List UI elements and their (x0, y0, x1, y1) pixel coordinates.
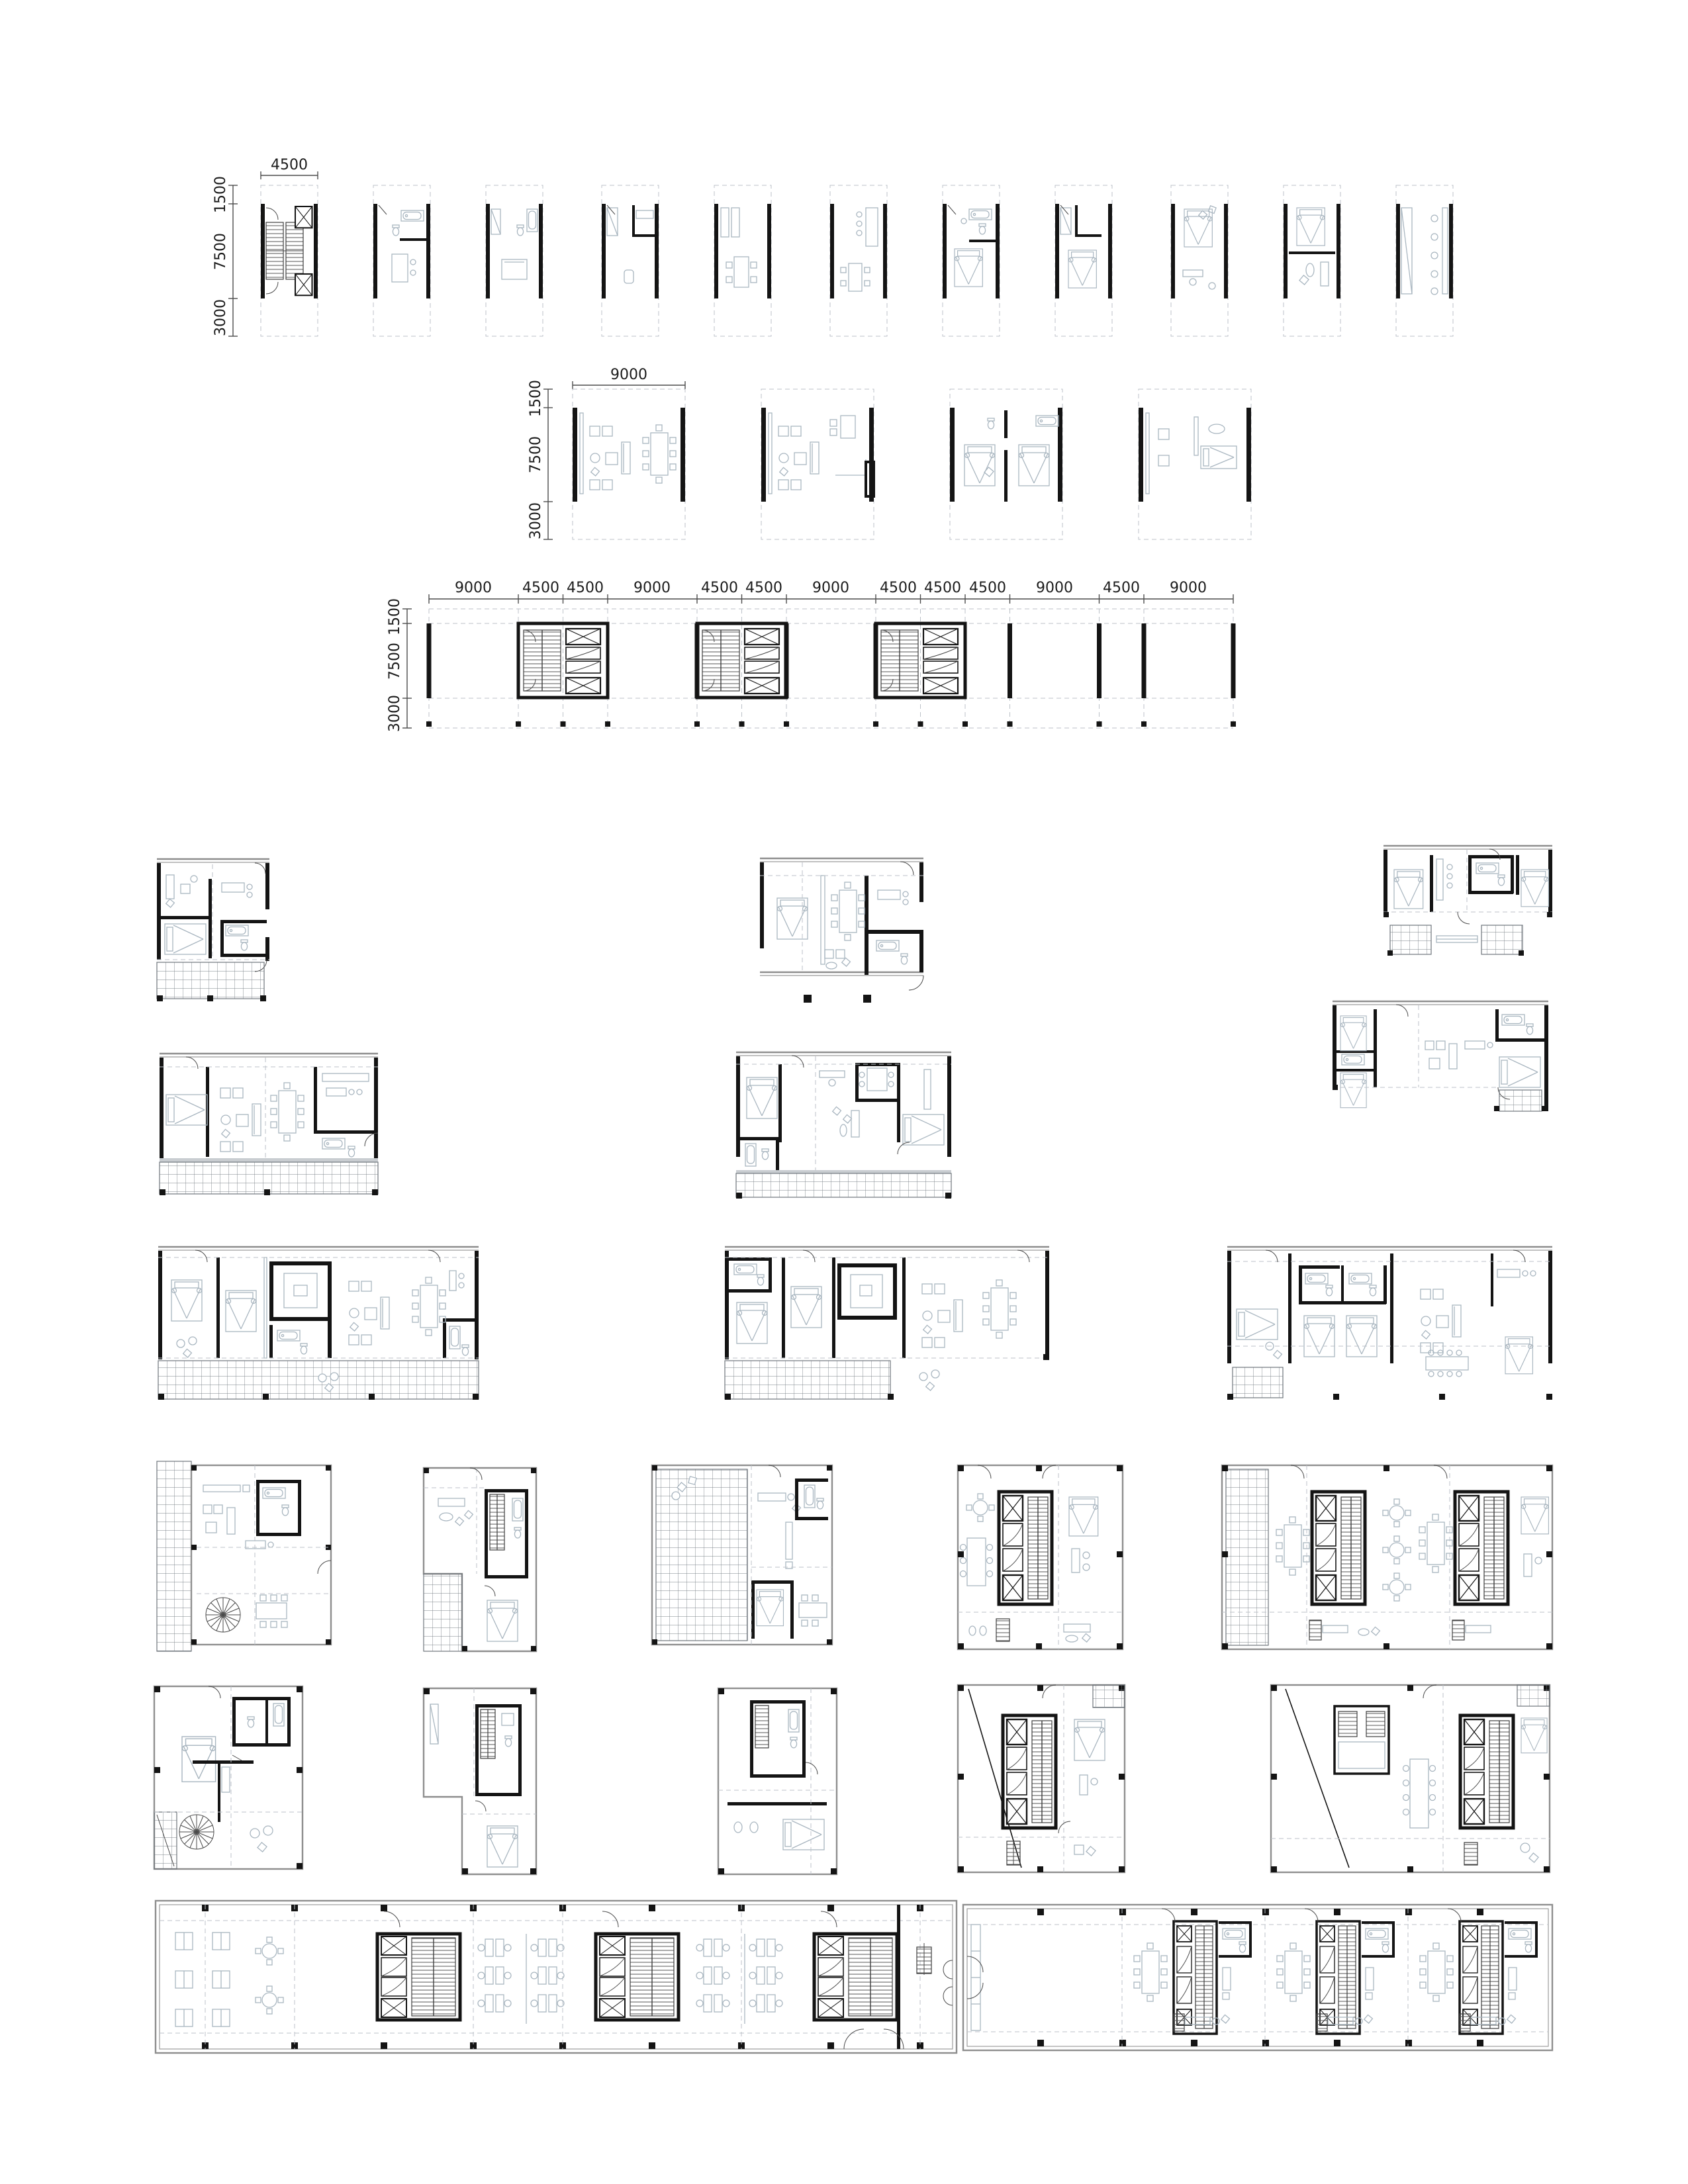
grid-plan-building (426, 609, 1236, 728)
floor-plan-loft-l2 (424, 1688, 536, 1874)
floor-plan-loft-spiral (157, 1461, 331, 1651)
unit-bay-dining (714, 185, 771, 336)
floor-plan-loft-terrace (652, 1465, 832, 1645)
dim-label: 1500 (212, 176, 229, 213)
terrace-deck (157, 962, 264, 999)
floor-plan-three-room (1333, 1001, 1548, 1111)
terrace-deck (1390, 925, 1431, 954)
dim-label: 4500 (880, 580, 917, 596)
dim-row1-side (212, 176, 238, 336)
dim-label: 7500 (387, 643, 403, 680)
dim-grid-top (429, 580, 1233, 604)
terrace-deck (1093, 1685, 1125, 1707)
wide-bay-living-kitchen (761, 389, 874, 539)
terrace-deck (656, 1469, 747, 1641)
dim-label: 4500 (745, 580, 782, 596)
floor-plan-four-room-wide (158, 1247, 479, 1400)
wide-bay-living-dining (573, 389, 685, 539)
apartment-module (1420, 1909, 1538, 2034)
office-floor-three-cores (156, 1901, 957, 2053)
floor-plan-office-double-core (1222, 1465, 1552, 1649)
dim-label: 4500 (271, 157, 308, 173)
floor-plan-two-bed-living (160, 1054, 378, 1195)
dim-label: 3000 (528, 502, 544, 539)
apartment-module (1277, 1909, 1395, 2034)
grid-footing-columns (426, 721, 1236, 727)
terrace-deck (1481, 925, 1523, 954)
dim-label: 4500 (701, 580, 738, 596)
column-stubs (1037, 1909, 1483, 2046)
dim-row2-side (528, 380, 553, 539)
wide-bay-two-bedroom (950, 389, 1062, 539)
floor-plan-five-room-wide (1227, 1247, 1552, 1400)
unit-bay-closet-bed (1055, 185, 1112, 336)
unit-bay-bed-lounge (1284, 185, 1340, 336)
terrace-deck (158, 1361, 479, 1399)
terrace-deck (1499, 1090, 1542, 1111)
dim-label: 9000 (633, 580, 671, 596)
dim-label: 7500 (212, 233, 229, 270)
dim-label: 9000 (455, 580, 492, 596)
unit-bay-closet-bath (486, 185, 543, 336)
floor-plan-loft-l-stair (424, 1468, 536, 1651)
terrace-deck (160, 1162, 378, 1194)
dim-label: 4500 (969, 580, 1006, 596)
unit-bay-bath-bed (943, 185, 1000, 336)
dim-label: 7500 (528, 436, 544, 473)
wide-bay-bedroom-suite (1139, 389, 1251, 539)
dim-label: 4500 (1103, 580, 1140, 596)
floor-plan-two-bed-core (736, 1052, 951, 1199)
terrace-deck (1517, 1685, 1550, 1706)
unit-bay-core (261, 185, 318, 336)
dim-label: 3000 (387, 695, 403, 732)
floor-plan-one-bed-terrace (157, 859, 269, 1001)
dim-grid-side (387, 598, 412, 732)
floor-plan-core-meeting (1271, 1685, 1550, 1872)
bay-units-4500 (212, 157, 1453, 336)
unit-bay-closet-table (602, 185, 659, 336)
dim-label: 4500 (567, 580, 604, 596)
dim-label: 4500 (924, 580, 961, 596)
unit-bay-wardrobe (1396, 185, 1453, 336)
dim-label: 9000 (1170, 580, 1207, 596)
floor-plan-two-bed-split (1383, 846, 1552, 956)
floor-plan-one-bed-wide (760, 858, 923, 1003)
dim-label: 9000 (610, 367, 647, 383)
lounge-area (175, 1933, 283, 2026)
apartment-module (1134, 1909, 1252, 2034)
unit-bay-bath-kitchen (373, 185, 430, 336)
terrace-deck (1226, 1469, 1268, 1645)
dim-label: 1500 (387, 598, 403, 635)
terrace-deck (736, 1173, 951, 1197)
dim-label: 3000 (212, 299, 229, 336)
floor-plan-loft-spiral-bed (154, 1686, 303, 1869)
floor-plan-core-diagonal (958, 1685, 1125, 1872)
terrace-deck (424, 1574, 462, 1651)
terrace-deck (725, 1361, 890, 1399)
structural-grid-plan (387, 580, 1236, 732)
unit-bay-bed-desk (1171, 185, 1228, 336)
terrace-deck (1233, 1367, 1283, 1398)
terrace-deck (157, 1461, 191, 1651)
unit-bay-kitchen-dining (830, 185, 887, 336)
bay-units-9000 (528, 367, 1251, 539)
floor-plan-four-room-core (725, 1247, 1049, 1400)
dim-label: 4500 (522, 580, 559, 596)
dim-label: 9000 (812, 580, 849, 596)
dim-4500-top (261, 157, 318, 179)
dim-9000-top (573, 367, 685, 389)
floor-plan-office-core (958, 1465, 1123, 1649)
dim-label: 9000 (1036, 580, 1073, 596)
residential-floor-three-cores (963, 1905, 1552, 2050)
floor-plan-loft-narrow (718, 1688, 837, 1874)
dim-label: 1500 (528, 380, 544, 417)
